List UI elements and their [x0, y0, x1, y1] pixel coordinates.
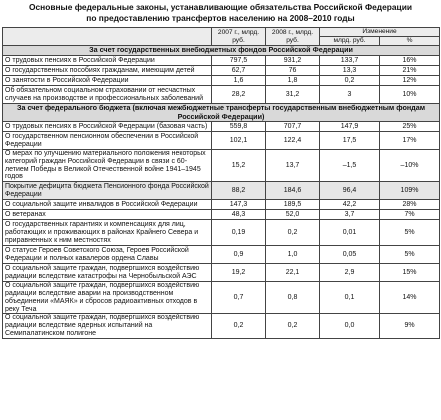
change-rub-cell: –1,5: [320, 150, 380, 182]
value-2008-cell: 1,0: [266, 246, 320, 264]
value-2007-cell: 1,6: [212, 76, 266, 86]
law-name-cell: О социальной защите граждан, подвергшихся воздействию радиации вследствие аварии на производственном объединении «МАЯК» и сбросов радиоактивных отходов в реку Теча: [3, 282, 212, 314]
change-rub-cell: 0,0: [320, 314, 380, 338]
value-2008-cell: 0,8: [266, 282, 320, 314]
value-2008-cell: 122,4: [266, 132, 320, 150]
section-header-row: [3, 46, 440, 56]
change-pct-cell: –10%: [380, 150, 440, 182]
table-row: [3, 150, 440, 182]
table-row: [3, 86, 440, 104]
value-2007-cell: 0,9: [212, 246, 266, 264]
table-row: [3, 210, 440, 220]
table-row: [3, 56, 440, 66]
value-2008-cell: 31,2: [266, 86, 320, 104]
value-2007-cell: 102,1: [212, 132, 266, 150]
table-row: [3, 220, 440, 246]
header-2007: 2007 г., млрд. руб.: [212, 28, 266, 46]
table-row: [3, 132, 440, 150]
change-pct-cell: 16%: [380, 56, 440, 66]
value-2008-cell: 76: [266, 66, 320, 76]
document-title: [0, 0, 441, 26]
table-row: [3, 122, 440, 132]
law-name-cell: О статусе Героев Советского Союза, Героев Российской Федерации и полных кавалеров ордена Славы: [3, 246, 212, 264]
change-pct-cell: 21%: [380, 66, 440, 76]
law-name-cell: О государственных гарантиях и компенсациях для лиц, работающих и проживающих в районах Крайнего Севера и приравненных к ним местностях: [3, 220, 212, 246]
value-2008-cell: 22,1: [266, 264, 320, 282]
value-2007-cell: 797,5: [212, 56, 266, 66]
change-pct-cell: 109%: [380, 182, 440, 200]
law-name-cell: О занятости в Российской Федерации: [3, 76, 212, 86]
header-change: Изменение: [320, 28, 440, 37]
change-pct-cell: 12%: [380, 76, 440, 86]
table-row: [3, 76, 440, 86]
law-name-cell: О трудовых пенсиях в Российской Федерации: [3, 56, 212, 66]
transfers-table: [2, 27, 440, 339]
table-row: [3, 282, 440, 314]
law-name-cell: О государственном пенсионном обеспечении в Российской Федерации: [3, 132, 212, 150]
change-pct-cell: 5%: [380, 220, 440, 246]
value-2008-cell: 707,7: [266, 122, 320, 132]
value-2007-cell: 88,2: [212, 182, 266, 200]
change-rub-cell: 0,05: [320, 246, 380, 264]
value-2007-cell: 48,3: [212, 210, 266, 220]
law-name-cell: О ветеранах: [3, 210, 212, 220]
title-line-1: Основные федеральные законы, устанавливающие обязательства Российской Федерации: [29, 2, 412, 12]
law-name-cell: О государственных пособиях гражданам, имеющим детей: [3, 66, 212, 76]
change-pct-cell: 15%: [380, 264, 440, 282]
header-law: [3, 28, 212, 46]
change-rub-cell: 42,2: [320, 200, 380, 210]
law-name-cell: О социальной защите граждан, подвергшихся воздействию радиации вследствие катастрофы на Чернобыльской АЭС: [3, 264, 212, 282]
value-2008-cell: 1,8: [266, 76, 320, 86]
change-pct-cell: 10%: [380, 86, 440, 104]
change-rub-cell: 3: [320, 86, 380, 104]
law-name-cell: Покрытие дефицита бюджета Пенсионного фонда Российской Федерации: [3, 182, 212, 200]
change-pct-cell: 25%: [380, 122, 440, 132]
change-rub-cell: 147,9: [320, 122, 380, 132]
change-rub-cell: 96,4: [320, 182, 380, 200]
change-rub-cell: 133,7: [320, 56, 380, 66]
value-2007-cell: 28,2: [212, 86, 266, 104]
change-pct-cell: 7%: [380, 210, 440, 220]
table-row: [3, 314, 440, 338]
change-rub-cell: 2,9: [320, 264, 380, 282]
change-rub-cell: 17,5: [320, 132, 380, 150]
value-2008-cell: 13,7: [266, 150, 320, 182]
value-2008-cell: 189,5: [266, 200, 320, 210]
value-2007-cell: 0,7: [212, 282, 266, 314]
section-title: За счет федерального бюджета (включая межбюджетные трансферты государственным внебюджетным фондам Российской Федерации): [3, 104, 440, 122]
value-2008-cell: 0,2: [266, 220, 320, 246]
change-rub-cell: 0,01: [320, 220, 380, 246]
table-row: [3, 182, 440, 200]
value-2007-cell: 19,2: [212, 264, 266, 282]
change-pct-cell: 9%: [380, 314, 440, 338]
header-change-pct: %: [380, 37, 440, 46]
law-name-cell: О мерах по улучшению материального положения некоторых категорий граждан Российской Федерации в связи с 60-летием Победы в Великой Отечественной войне 1941–1945 годов: [3, 150, 212, 182]
table-row: [3, 246, 440, 264]
value-2008-cell: 52,0: [266, 210, 320, 220]
table-row: [3, 66, 440, 76]
title-line-2: по предоставлению трансфертов населению на 2008–2010 годы: [86, 13, 355, 23]
section-header-row: [3, 104, 440, 122]
value-2007-cell: 559,8: [212, 122, 266, 132]
header-2008: 2008 г., млрд. руб.: [266, 28, 320, 46]
section-title: За счет государственных внебюджетных фондов Российской Федерации: [3, 46, 440, 56]
value-2008-cell: 931,2: [266, 56, 320, 66]
value-2008-cell: 184,6: [266, 182, 320, 200]
table-body: [3, 46, 440, 339]
change-rub-cell: 3,7: [320, 210, 380, 220]
law-name-cell: Об обязательном социальном страховании от несчастных случаев на производстве и профессиональных заболеваний: [3, 86, 212, 104]
law-name-cell: О социальной защите граждан, подвергшихся воздействию радиации вследствие ядерных испытаний на Семипалатинском полигоне: [3, 314, 212, 338]
value-2008-cell: 0,2: [266, 314, 320, 338]
change-pct-cell: 5%: [380, 246, 440, 264]
change-pct-cell: 14%: [380, 282, 440, 314]
value-2007-cell: 0,2: [212, 314, 266, 338]
change-rub-cell: 0,2: [320, 76, 380, 86]
value-2007-cell: 147,3: [212, 200, 266, 210]
table-row: [3, 264, 440, 282]
change-rub-cell: 13,3: [320, 66, 380, 76]
table-row: [3, 200, 440, 210]
law-name-cell: О трудовых пенсиях в Российской Федерации (базовая часть): [3, 122, 212, 132]
value-2007-cell: 0,19: [212, 220, 266, 246]
change-pct-cell: 28%: [380, 200, 440, 210]
value-2007-cell: 62,7: [212, 66, 266, 76]
law-name-cell: О социальной защите инвалидов в Российской Федерации: [3, 200, 212, 210]
header-change-rub: млрд. руб.: [320, 37, 380, 46]
change-pct-cell: 17%: [380, 132, 440, 150]
change-rub-cell: 0,1: [320, 282, 380, 314]
value-2007-cell: 15,2: [212, 150, 266, 182]
